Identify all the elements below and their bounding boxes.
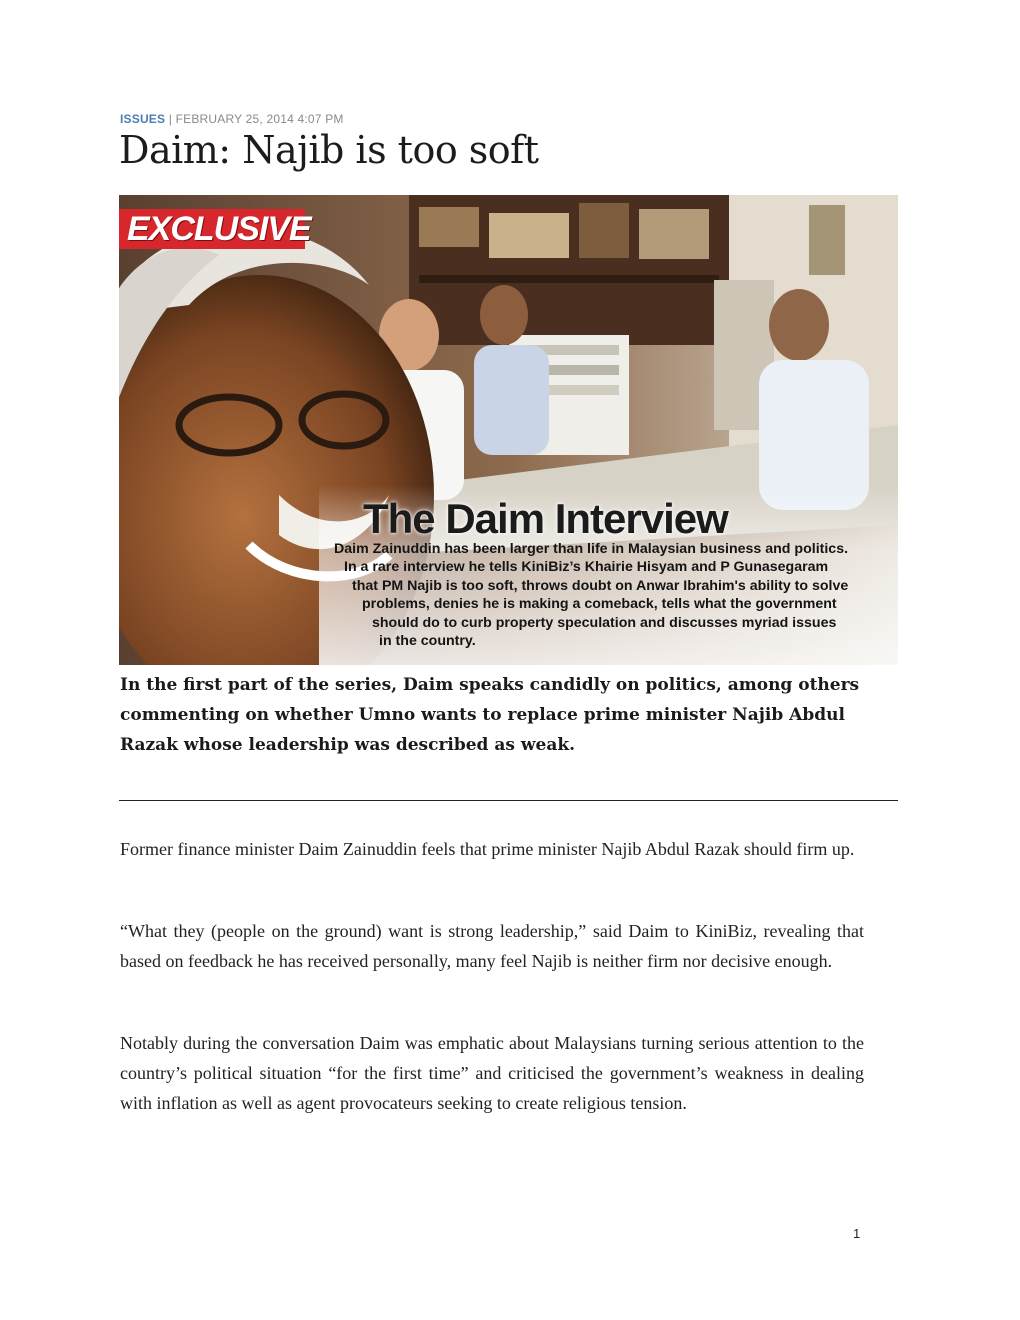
meta-separator: | — [165, 112, 176, 126]
hero-caption-line: In a rare interview he tells KiniBiz’s Khairie Hisyam and P Gunasegaram — [344, 559, 829, 576]
body-paragraph: “What they (people on the ground) want is strong leadership,” said Daim to KiniBiz, revealing that based on feedback he has received personally, many feel Najib is neither firm nor decisive enough. — [120, 921, 864, 971]
hero-caption-line: Daim Zainuddin has been larger than life in Malaysian business and politics. — [334, 541, 849, 557]
page-number: 1 — [853, 1226, 861, 1241]
hero-caption-line: problems, denies he is making a comeback, tells what the government — [362, 596, 837, 613]
exclusive-badge: EXCLUSIVE — [119, 209, 305, 249]
publish-date: FEBRUARY 25, 2014 4:07 PM — [175, 112, 344, 126]
hero-caption-line: that PM Najib is too soft, throws doubt on Anwar Ibrahim's ability to solve — [352, 577, 849, 594]
hero-caption — [334, 540, 894, 650]
body-paragraph: Former finance minister Daim Zainuddin feels that prime minister Najib Abdul Razak should firm up. — [120, 839, 855, 859]
body-paragraph: Notably during the conversation Daim was emphatic about Malaysians turning serious attention to the country’s political situation “for the first time” and criticised the government’s weakness in dealing with inflation as well as agent provocateurs seeking to create religious tension. — [120, 1033, 864, 1113]
article-meta — [120, 112, 344, 126]
hero-heading: The Daim Interview — [363, 495, 728, 542]
hero-caption-line: in the country. — [379, 633, 476, 650]
divider — [119, 800, 898, 801]
article-standfirst: In the first part of the series, Daim speaks candidly on politics, among others commenting on whether Umno wants to replace prime minister Najib Abdul Razak whose leadership was described as weak. — [120, 675, 860, 755]
hero-image — [119, 195, 898, 665]
hero-caption-line: should do to curb property speculation and discusses myriad issues — [372, 614, 837, 631]
category-link[interactable]: ISSUES — [120, 112, 166, 126]
article-title: Daim: Najib is too soft — [119, 128, 539, 172]
